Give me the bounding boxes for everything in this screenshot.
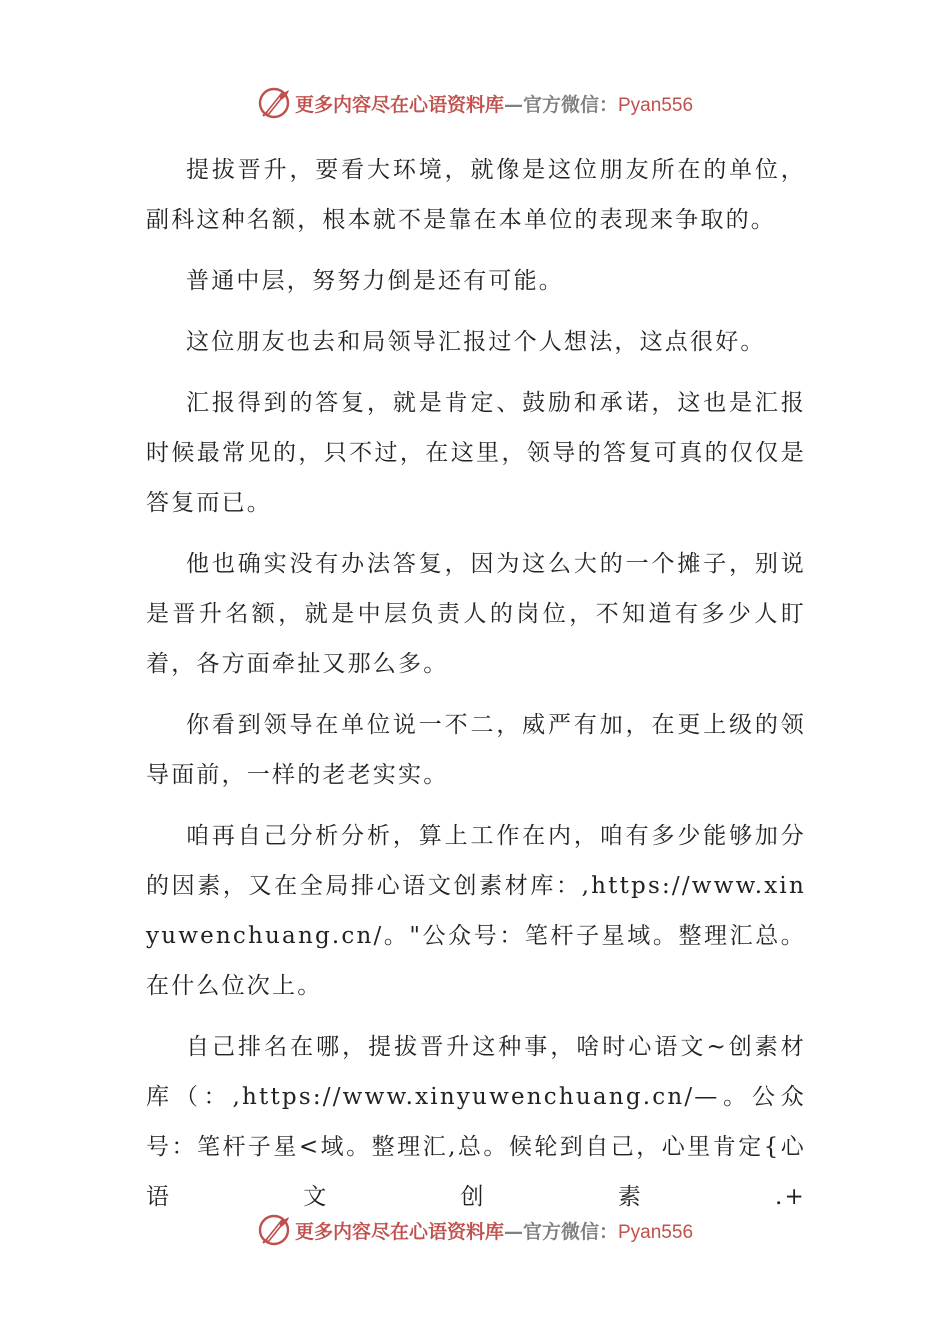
header-brand: 更多内容尽在心语资料库 <box>294 93 504 116</box>
footer-banner <box>0 1210 950 1250</box>
header-wechat-id: Pyan556 <box>618 94 694 116</box>
paragraph-2: 普通中层，努努力倒是还有可能。 <box>186 268 564 294</box>
header-banner <box>0 83 950 123</box>
footer-brand: 更多内容尽在心语资料库 <box>294 1220 504 1243</box>
paragraph-6: 你看到领导在单位说一不二，威严有加，在更上级的领导面前，一样的老老实实。 <box>146 712 806 788</box>
footer-official: 官方微信： <box>522 1220 618 1243</box>
footer-wechat-id: Pyan556 <box>618 1221 694 1243</box>
header-dash: — <box>503 93 523 116</box>
paragraph-4: 汇报得到的答复，就是肯定、鼓励和承诺，这也是汇报时候最常见的，只不过，在这里，领导的答复可真的仅仅是答复而已。 <box>146 390 806 516</box>
paragraph-7: 咱再自己分析分析，算上工作在内，咱有多少能够加分的因素，又在全局排心语文创素材库：,https://www.xinyuwenchuang.cn/。"公众号：笔杆子星域。整理汇总。在什么位次上。 <box>146 823 806 999</box>
quill-pen-logo-icon <box>257 86 291 120</box>
footer-text <box>295 1217 693 1244</box>
footer-dash: — <box>503 1220 523 1243</box>
header-official: 官方微信： <box>522 93 618 116</box>
paragraph-5: 他也确实没有办法答复，因为这么大的一个摊子，别说是晋升名额，就是中层负责人的岗位，不知道有多少人盯着，各方面牵扯又那么多。 <box>146 551 806 677</box>
paragraph-3: 这位朋友也去和局领导汇报过个人想法，这点很好。 <box>186 329 766 355</box>
header-text <box>295 90 693 117</box>
paragraph-8: 自己排名在哪，提拔晋升这种事，啥时心语文~创素材库（：,https://www.xinyuwenchuang.cn/—。公众号：笔杆子星<域。整理汇,总。候轮到自己，心里肯定{心语文创素.+ <box>146 1034 806 1210</box>
quill-pen-logo-icon <box>257 1213 291 1247</box>
paragraph-1: 提拔晋升，要看大环境，就像是这位朋友所在的单位，副科这种名额，根本就不是靠在本单位的表现来争取的。 <box>146 157 806 233</box>
document-body <box>146 145 806 1233</box>
